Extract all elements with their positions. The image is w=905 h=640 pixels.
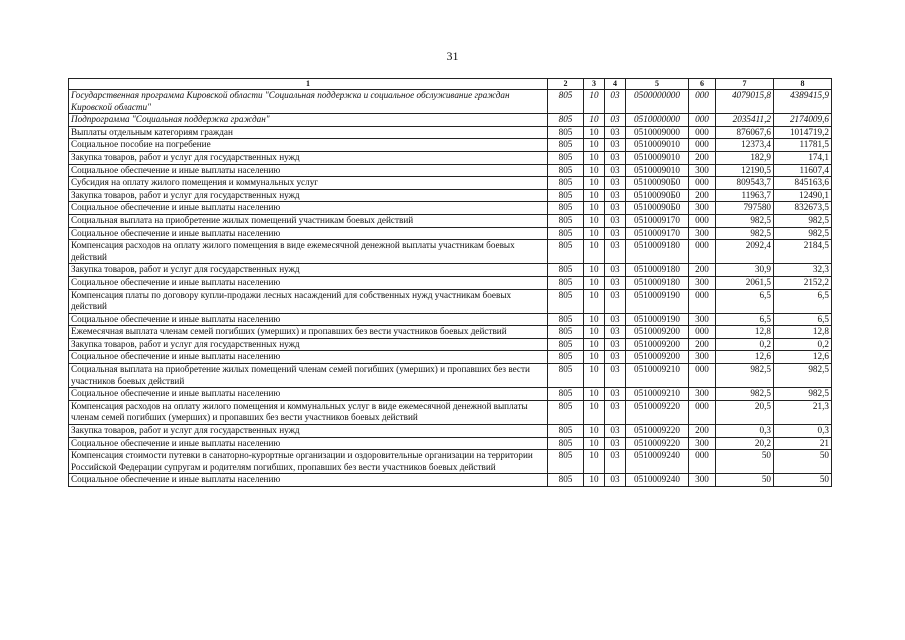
rz-cell: 805: [548, 450, 584, 474]
expense-type-cell: 000: [689, 326, 716, 339]
header-row: [69, 79, 832, 90]
target-article-cell: 0510009210: [626, 388, 689, 401]
rz-cell: 805: [548, 90, 584, 114]
subsection-cell: 03: [605, 276, 626, 289]
budget-table: [68, 78, 832, 487]
expense-type-cell: 000: [689, 90, 716, 114]
rz-cell: 805: [548, 189, 584, 202]
expense-type-cell: 300: [689, 474, 716, 487]
rz-cell: 805: [548, 364, 584, 388]
expense-type-cell: 200: [689, 264, 716, 277]
table-row: [69, 425, 832, 438]
row-name-cell: Социальное обеспечение и иные выплаты населению: [69, 474, 548, 487]
expense-type-cell: 000: [689, 214, 716, 227]
rz-cell: 805: [548, 388, 584, 401]
rz-cell: 805: [548, 437, 584, 450]
amount-year1-cell: 0,3: [716, 425, 774, 438]
amount-year2-cell: 11607,4: [774, 164, 832, 177]
table-row: [69, 338, 832, 351]
subsection-cell: 03: [605, 326, 626, 339]
amount-year2-cell: 32,3: [774, 264, 832, 277]
amount-year2-cell: 21,3: [774, 400, 832, 424]
header-cell: 8: [774, 79, 832, 90]
amount-year1-cell: 182,9: [716, 151, 774, 164]
amount-year2-cell: 174,1: [774, 151, 832, 164]
rz-cell: 805: [548, 214, 584, 227]
subsection-cell: 03: [605, 351, 626, 364]
amount-year2-cell: 12,6: [774, 351, 832, 364]
target-article-cell: 05100090Б0: [626, 202, 689, 215]
amount-year2-cell: 1014719,2: [774, 126, 832, 139]
expense-type-cell: 300: [689, 276, 716, 289]
table-row: [69, 90, 832, 114]
table-row: [69, 276, 832, 289]
amount-year2-cell: 12490,1: [774, 189, 832, 202]
amount-year1-cell: 4079015,8: [716, 90, 774, 114]
row-name-cell: Социальное пособие на погребение: [69, 139, 548, 152]
expense-type-cell: 000: [689, 177, 716, 190]
pr-cell: 10: [584, 114, 605, 127]
amount-year1-cell: 982,5: [716, 364, 774, 388]
amount-year2-cell: 50: [774, 450, 832, 474]
amount-year2-cell: 832673,5: [774, 202, 832, 215]
table-row: [69, 151, 832, 164]
rz-cell: 805: [548, 326, 584, 339]
row-name-cell: Закупка товаров, работ и услуг для государственных нужд: [69, 189, 548, 202]
expense-type-cell: 300: [689, 388, 716, 401]
pr-cell: 10: [584, 264, 605, 277]
subsection-cell: 03: [605, 338, 626, 351]
amount-year1-cell: 12373,4: [716, 139, 774, 152]
rz-cell: 805: [548, 289, 584, 313]
rz-cell: 805: [548, 202, 584, 215]
subsection-cell: 03: [605, 164, 626, 177]
row-name-cell: Закупка товаров, работ и услуг для государственных нужд: [69, 338, 548, 351]
amount-year2-cell: 0,3: [774, 425, 832, 438]
pr-cell: 10: [584, 139, 605, 152]
amount-year1-cell: 20,2: [716, 437, 774, 450]
target-article-cell: 0510009220: [626, 437, 689, 450]
table-row: [69, 126, 832, 139]
expense-type-cell: 000: [689, 450, 716, 474]
pr-cell: 10: [584, 214, 605, 227]
target-article-cell: 0510009180: [626, 276, 689, 289]
expense-type-cell: 200: [689, 338, 716, 351]
subsection-cell: 03: [605, 289, 626, 313]
amount-year2-cell: 4389415,9: [774, 90, 832, 114]
target-article-cell: 0510009200: [626, 326, 689, 339]
amount-year2-cell: 2152,2: [774, 276, 832, 289]
subsection-cell: 03: [605, 227, 626, 240]
amount-year2-cell: 982,5: [774, 364, 832, 388]
expense-type-cell: 300: [689, 313, 716, 326]
amount-year2-cell: 2174009,6: [774, 114, 832, 127]
subsection-cell: 03: [605, 240, 626, 264]
amount-year1-cell: 2092,4: [716, 240, 774, 264]
rz-cell: 805: [548, 164, 584, 177]
row-name-cell: Компенсация расходов на оплату жилого помещения в виде ежемесячной денежной выплаты участникам боевых действий: [69, 240, 548, 264]
table-row: [69, 364, 832, 388]
amount-year1-cell: 12,6: [716, 351, 774, 364]
row-name-cell: Компенсация расходов на оплату жилого помещения и коммунальных услуг в виде ежемесячной денежной выплаты членам семей погибших (умерших) и пропавших без вести участников боевых действий: [69, 400, 548, 424]
pr-cell: 10: [584, 164, 605, 177]
expense-type-cell: 000: [689, 364, 716, 388]
row-name-cell: Социальное обеспечение и иные выплаты населению: [69, 313, 548, 326]
expense-type-cell: 300: [689, 351, 716, 364]
table-row: [69, 177, 832, 190]
table-row: [69, 437, 832, 450]
table-row: [69, 313, 832, 326]
rz-cell: 805: [548, 338, 584, 351]
table-row: [69, 351, 832, 364]
amount-year2-cell: 6,5: [774, 313, 832, 326]
subsection-cell: 03: [605, 364, 626, 388]
amount-year1-cell: 982,5: [716, 214, 774, 227]
rz-cell: 805: [548, 114, 584, 127]
pr-cell: 10: [584, 189, 605, 202]
rz-cell: 805: [548, 240, 584, 264]
subsection-cell: 03: [605, 388, 626, 401]
table-row: [69, 450, 832, 474]
expense-type-cell: 300: [689, 437, 716, 450]
amount-year1-cell: 876067,6: [716, 126, 774, 139]
row-name-cell: Закупка товаров, работ и услуг для государственных нужд: [69, 151, 548, 164]
subsection-cell: 03: [605, 189, 626, 202]
row-name-cell: Подпрограмма "Социальная поддержка граждан": [69, 114, 548, 127]
amount-year1-cell: 12190,5: [716, 164, 774, 177]
amount-year1-cell: 20,5: [716, 400, 774, 424]
row-name-cell: Выплаты отдельным категориям граждан: [69, 126, 548, 139]
amount-year2-cell: 21: [774, 437, 832, 450]
header-cell: 6: [689, 79, 716, 90]
amount-year1-cell: 2035411,2: [716, 114, 774, 127]
rz-cell: 805: [548, 351, 584, 364]
expense-type-cell: 200: [689, 189, 716, 202]
amount-year1-cell: 809543,7: [716, 177, 774, 190]
pr-cell: 10: [584, 126, 605, 139]
subsection-cell: 03: [605, 177, 626, 190]
amount-year2-cell: 50: [774, 474, 832, 487]
page-number: 31: [446, 49, 459, 63]
expense-type-cell: 000: [689, 126, 716, 139]
amount-year1-cell: 30,9: [716, 264, 774, 277]
row-name-cell: Социальное обеспечение и иные выплаты населению: [69, 437, 548, 450]
pr-cell: 10: [584, 437, 605, 450]
row-name-cell: Закупка товаров, работ и услуг для государственных нужд: [69, 264, 548, 277]
pr-cell: 10: [584, 276, 605, 289]
target-article-cell: 0510009240: [626, 474, 689, 487]
target-article-cell: 0510009240: [626, 450, 689, 474]
pr-cell: 10: [584, 289, 605, 313]
target-article-cell: 0510009220: [626, 425, 689, 438]
expense-type-cell: 300: [689, 164, 716, 177]
amount-year1-cell: 797580: [716, 202, 774, 215]
target-article-cell: 0510009000: [626, 126, 689, 139]
pr-cell: 10: [584, 313, 605, 326]
amount-year2-cell: 12,8: [774, 326, 832, 339]
pr-cell: 10: [584, 474, 605, 487]
amount-year2-cell: 845163,6: [774, 177, 832, 190]
row-name-cell: Социальное обеспечение и иные выплаты населению: [69, 202, 548, 215]
subsection-cell: 03: [605, 151, 626, 164]
target-article-cell: 05100090Б0: [626, 189, 689, 202]
expense-type-cell: 300: [689, 202, 716, 215]
target-article-cell: 0510009210: [626, 364, 689, 388]
pr-cell: 10: [584, 227, 605, 240]
amount-year2-cell: 0,2: [774, 338, 832, 351]
table-row: [69, 139, 832, 152]
target-article-cell: 0510009180: [626, 264, 689, 277]
amount-year1-cell: 50: [716, 450, 774, 474]
target-article-cell: 0500000000: [626, 90, 689, 114]
expense-type-cell: 000: [689, 139, 716, 152]
row-name-cell: Социальное обеспечение и иные выплаты населению: [69, 164, 548, 177]
amount-year1-cell: 11963,7: [716, 189, 774, 202]
amount-year1-cell: 982,5: [716, 227, 774, 240]
table-row: [69, 289, 832, 313]
amount-year2-cell: 2184,5: [774, 240, 832, 264]
rz-cell: 805: [548, 400, 584, 424]
subsection-cell: 03: [605, 313, 626, 326]
target-article-cell: 0510009190: [626, 313, 689, 326]
table-row: [69, 326, 832, 339]
subsection-cell: 03: [605, 214, 626, 227]
target-article-cell: 0510009010: [626, 164, 689, 177]
target-article-cell: 0510009010: [626, 151, 689, 164]
pr-cell: 10: [584, 388, 605, 401]
amount-year2-cell: 6,5: [774, 289, 832, 313]
rz-cell: 805: [548, 227, 584, 240]
header-cell: 3: [584, 79, 605, 90]
header-cell: 7: [716, 79, 774, 90]
rz-cell: 805: [548, 425, 584, 438]
subsection-cell: 03: [605, 114, 626, 127]
target-article-cell: 0510009200: [626, 351, 689, 364]
pr-cell: 10: [584, 351, 605, 364]
amount-year1-cell: 2061,5: [716, 276, 774, 289]
target-article-cell: 0510009170: [626, 214, 689, 227]
amount-year2-cell: 982,5: [774, 388, 832, 401]
row-name-cell: Компенсация платы по договору купли-продажи лесных насаждений для собственных нужд участникам боевых действий: [69, 289, 548, 313]
amount-year2-cell: 982,5: [774, 227, 832, 240]
row-name-cell: Социальная выплата на приобретение жилых помещений членам семей погибших (умерших) и пропавших без вести участников боевых действий: [69, 364, 548, 388]
row-name-cell: Социальное обеспечение и иные выплаты населению: [69, 276, 548, 289]
rz-cell: 805: [548, 264, 584, 277]
row-name-cell: Субсидия на оплату жилого помещения и коммунальных услуг: [69, 177, 548, 190]
table-row: [69, 474, 832, 487]
row-name-cell: Социальная выплата на приобретение жилых помещений участникам боевых действий: [69, 214, 548, 227]
amount-year2-cell: 11781,5: [774, 139, 832, 152]
expense-type-cell: 000: [689, 240, 716, 264]
subsection-cell: 03: [605, 202, 626, 215]
row-name-cell: Социальное обеспечение и иные выплаты населению: [69, 227, 548, 240]
pr-cell: 10: [584, 450, 605, 474]
amount-year1-cell: 0,2: [716, 338, 774, 351]
table-row: [69, 114, 832, 127]
rz-cell: 805: [548, 151, 584, 164]
table-row: [69, 164, 832, 177]
pr-cell: 10: [584, 177, 605, 190]
rz-cell: 805: [548, 139, 584, 152]
amount-year1-cell: 12,8: [716, 326, 774, 339]
expense-type-cell: 200: [689, 151, 716, 164]
table-row: [69, 214, 832, 227]
row-name-cell: Компенсация стоимости путевки в санаторно-курортные организации и оздоровительные организации на территории Российской Федерации супругам и родителям погибших, пропавших без вести участников боевых действий: [69, 450, 548, 474]
subsection-cell: 03: [605, 437, 626, 450]
expense-type-cell: 200: [689, 425, 716, 438]
target-article-cell: 0510009010: [626, 139, 689, 152]
rz-cell: 805: [548, 474, 584, 487]
target-article-cell: 0510000000: [626, 114, 689, 127]
rz-cell: 805: [548, 177, 584, 190]
table-body: [69, 90, 832, 487]
table-row: [69, 202, 832, 215]
pr-cell: 10: [584, 364, 605, 388]
table-row: [69, 400, 832, 424]
target-article-cell: 0510009180: [626, 240, 689, 264]
pr-cell: 10: [584, 400, 605, 424]
subsection-cell: 03: [605, 474, 626, 487]
table-row: [69, 264, 832, 277]
pr-cell: 10: [584, 151, 605, 164]
pr-cell: 10: [584, 338, 605, 351]
amount-year1-cell: 6,5: [716, 313, 774, 326]
table-row: [69, 189, 832, 202]
amount-year1-cell: 6,5: [716, 289, 774, 313]
header-cell: 5: [626, 79, 689, 90]
table-row: [69, 240, 832, 264]
expense-type-cell: 300: [689, 227, 716, 240]
header-cell: 1: [69, 79, 548, 90]
subsection-cell: 03: [605, 264, 626, 277]
target-article-cell: 05100090Б0: [626, 177, 689, 190]
subsection-cell: 03: [605, 126, 626, 139]
pr-cell: 10: [584, 202, 605, 215]
pr-cell: 10: [584, 425, 605, 438]
subsection-cell: 03: [605, 139, 626, 152]
row-name-cell: Социальное обеспечение и иные выплаты населению: [69, 388, 548, 401]
subsection-cell: 03: [605, 450, 626, 474]
row-name-cell: Ежемесячная выплата членам семей погибших (умерших) и пропавших без вести участников боевых действий: [69, 326, 548, 339]
pr-cell: 10: [584, 90, 605, 114]
rz-cell: 805: [548, 313, 584, 326]
row-name-cell: Государственная программа Кировской области "Социальная поддержка и социальное обслуживание граждан Кировской области": [69, 90, 548, 114]
header-cell: 4: [605, 79, 626, 90]
subsection-cell: 03: [605, 425, 626, 438]
subsection-cell: 03: [605, 90, 626, 114]
pr-cell: 10: [584, 326, 605, 339]
amount-year1-cell: 982,5: [716, 388, 774, 401]
table-row: [69, 227, 832, 240]
target-article-cell: 0510009200: [626, 338, 689, 351]
target-article-cell: 0510009220: [626, 400, 689, 424]
amount-year1-cell: 50: [716, 474, 774, 487]
subsection-cell: 03: [605, 400, 626, 424]
row-name-cell: Закупка товаров, работ и услуг для государственных нужд: [69, 425, 548, 438]
rz-cell: 805: [548, 276, 584, 289]
table-row: [69, 388, 832, 401]
target-article-cell: 0510009170: [626, 227, 689, 240]
row-name-cell: Социальное обеспечение и иные выплаты населению: [69, 351, 548, 364]
expense-type-cell: 000: [689, 289, 716, 313]
expense-type-cell: 000: [689, 114, 716, 127]
target-article-cell: 0510009190: [626, 289, 689, 313]
rz-cell: 805: [548, 126, 584, 139]
header-cell: 2: [548, 79, 584, 90]
expense-type-cell: 000: [689, 400, 716, 424]
amount-year2-cell: 982,5: [774, 214, 832, 227]
pr-cell: 10: [584, 240, 605, 264]
